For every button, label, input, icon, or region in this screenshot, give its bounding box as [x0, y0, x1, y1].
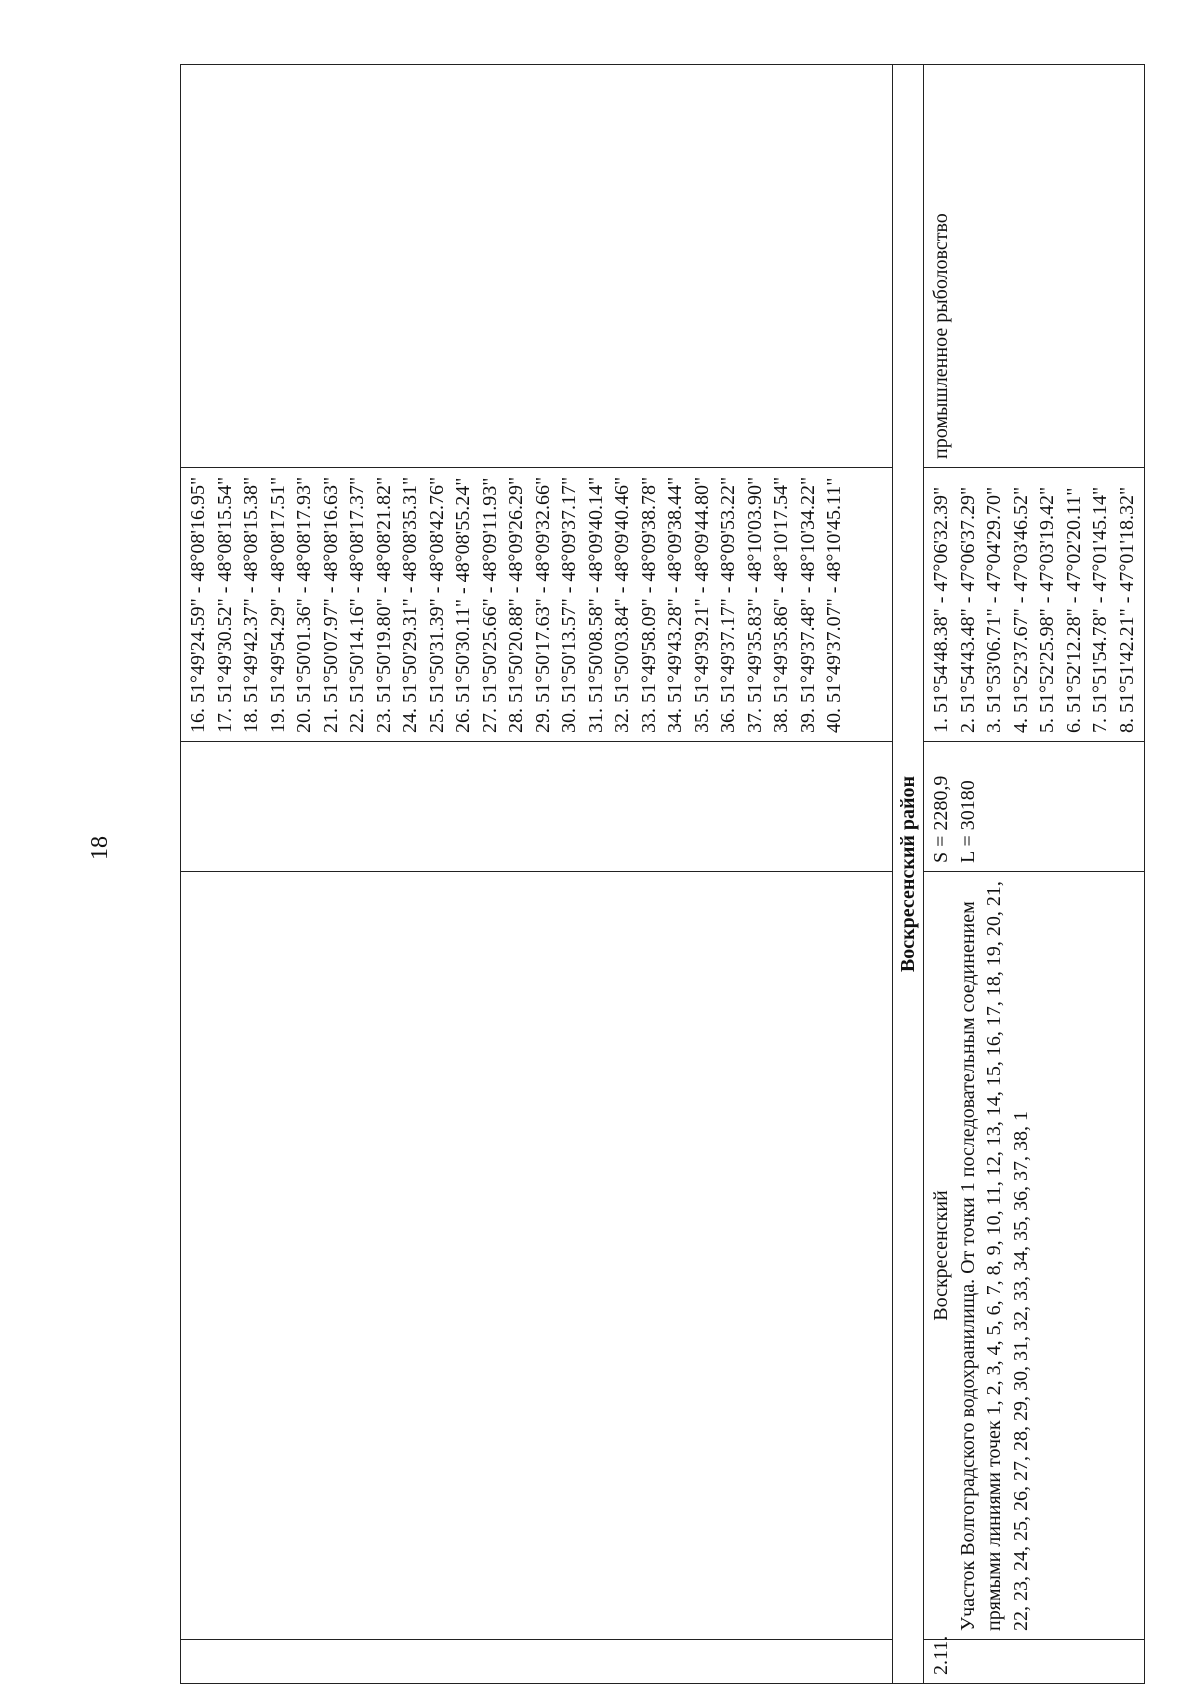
entry-description-cell	[924, 872, 1145, 1640]
coordinate-item: 37. 51°49'35.83" - 48°10'03.90"	[743, 476, 766, 733]
coordinate-item: 1. 51°54'48.38" - 47°06'32.39"	[930, 486, 952, 733]
coordinate-item: 40. 51°49'37.07" - 48°10'45.11"	[823, 477, 845, 733]
coordinate-item: 18. 51°49'42.37" - 48°08'15.38"	[240, 476, 262, 733]
coordinate-item: 20. 51°50'01.36" - 48°08'17.93"	[293, 476, 315, 733]
coordinate-item: 8. 51°51'42.21" - 47°01'18.32"	[1115, 486, 1138, 733]
rotated-table-container	[180, 64, 1138, 1684]
fishing-areas-table	[180, 64, 1145, 1684]
entry-coordinates-cell	[924, 468, 1145, 742]
coordinate-item: 5. 51°52'25.98" - 47°03'19.42"	[1036, 486, 1058, 733]
coordinate-item: 25. 51°50'31.39" - 48°08'42.76"	[425, 476, 448, 733]
coordinate-item: 24. 51°50'29.31" - 48°08'35.31"	[399, 476, 421, 733]
coordinate-item: 31. 51°50'08.58" - 48°09'40.14"	[584, 476, 607, 733]
coordinate-item: 23. 51°50'19.80" - 48°08'21.82"	[372, 476, 395, 733]
coordinate-item: 6. 51°52'12.28" - 47°02'20.11"	[1062, 487, 1085, 733]
coordinate-item: 36. 51°49'37.17" - 48°09'53.22"	[717, 476, 739, 733]
coordinate-list	[928, 476, 1140, 733]
coordinate-item: 34. 51°49'43.28" - 48°09'38.44"	[664, 476, 686, 733]
coordinate-item: 28. 51°50'20.88" - 48°09'26.29"	[505, 476, 527, 733]
coordinate-item: 26. 51°50'30.11" - 48°08'55.24"	[452, 477, 474, 733]
coordinate-item: 3. 51°53'06.71" - 47°04'29.70"	[983, 486, 1005, 733]
coordinate-item: 29. 51°50'17.63" - 48°09'32.66"	[531, 476, 554, 733]
entry-description: Участок Волгоградского водохранилища. От точки 1 последовательным соединением прямыми линиями точек 1, 2, 3, 4, 5, 6, 7, 8, 9, 10, 11, 12, 13, 14, 15, 16, 17, 18, 19, 20, 21, 22, 23, 24, 25, 26, 27, 28, 29, 30, 31, 32, 33, 34, 35, 36, 37, 38, 1	[956, 881, 1032, 1631]
coordinate-item: 4. 51°52'37.67" - 47°03'46.52"	[1009, 486, 1032, 733]
coordinate-item: 30. 51°50'13.57" - 48°09'37.17"	[558, 476, 580, 733]
coordinate-item: 35. 51°49'39.21" - 48°09'44.80"	[690, 476, 713, 733]
cell-empty-usage	[181, 65, 893, 468]
coordinate-item: 39. 51°49'37.48" - 48°10'34.22"	[796, 476, 819, 733]
coordinate-item: 19. 51°49'54.29" - 48°08'17.51"	[266, 476, 289, 733]
coordinate-item: 38. 51°49'35.86" - 48°10'17.54"	[770, 476, 792, 733]
document-table-area	[180, 64, 1138, 1684]
coordinate-item: 33. 51°49'58.09" - 48°09'38.78"	[637, 476, 660, 733]
coordinate-item: 2. 51°54'43.48" - 47°06'37.29"	[956, 486, 979, 733]
entry-area-cell	[924, 742, 1145, 872]
coordinate-item: 32. 51°50'03.84" - 48°09'40.46"	[611, 476, 633, 733]
cell-empty-number	[181, 1640, 893, 1684]
coordinate-list	[185, 476, 848, 733]
table-row-entry	[924, 65, 1145, 1684]
coordinate-item: 7. 51°51'54.78" - 47°01'45.14"	[1089, 486, 1111, 733]
table-row-district	[893, 65, 924, 1684]
entry-area: S = 2280,9	[930, 775, 952, 863]
table-row-previous	[181, 65, 893, 1684]
coordinate-item: 22. 51°50'14.16" - 48°08'17.37"	[346, 476, 368, 733]
coordinate-item: 17. 51°49'30.52" - 48°08'15.54"	[213, 476, 236, 733]
cell-empty-area	[181, 742, 893, 872]
coordinate-item: 27. 51°50'25.66" - 48°09'11.93"	[478, 477, 501, 733]
entry-district: Воскресенский	[930, 1190, 952, 1321]
cell-previous-coordinates	[181, 468, 893, 742]
coordinate-item: 21. 51°50'07.97" - 48°08'16.63"	[319, 476, 342, 733]
entry-number: 2.11.	[924, 1640, 1145, 1684]
entry-usage-type: промышленное рыболовство	[924, 65, 1145, 468]
page-number: 18	[86, 836, 113, 860]
district-heading: Воскресенский район	[893, 65, 924, 1684]
coordinate-item: 16. 51°49'24.59" - 48°08'16.95"	[187, 476, 209, 733]
cell-empty-description	[181, 872, 893, 1640]
entry-length: L = 30180	[956, 780, 979, 863]
